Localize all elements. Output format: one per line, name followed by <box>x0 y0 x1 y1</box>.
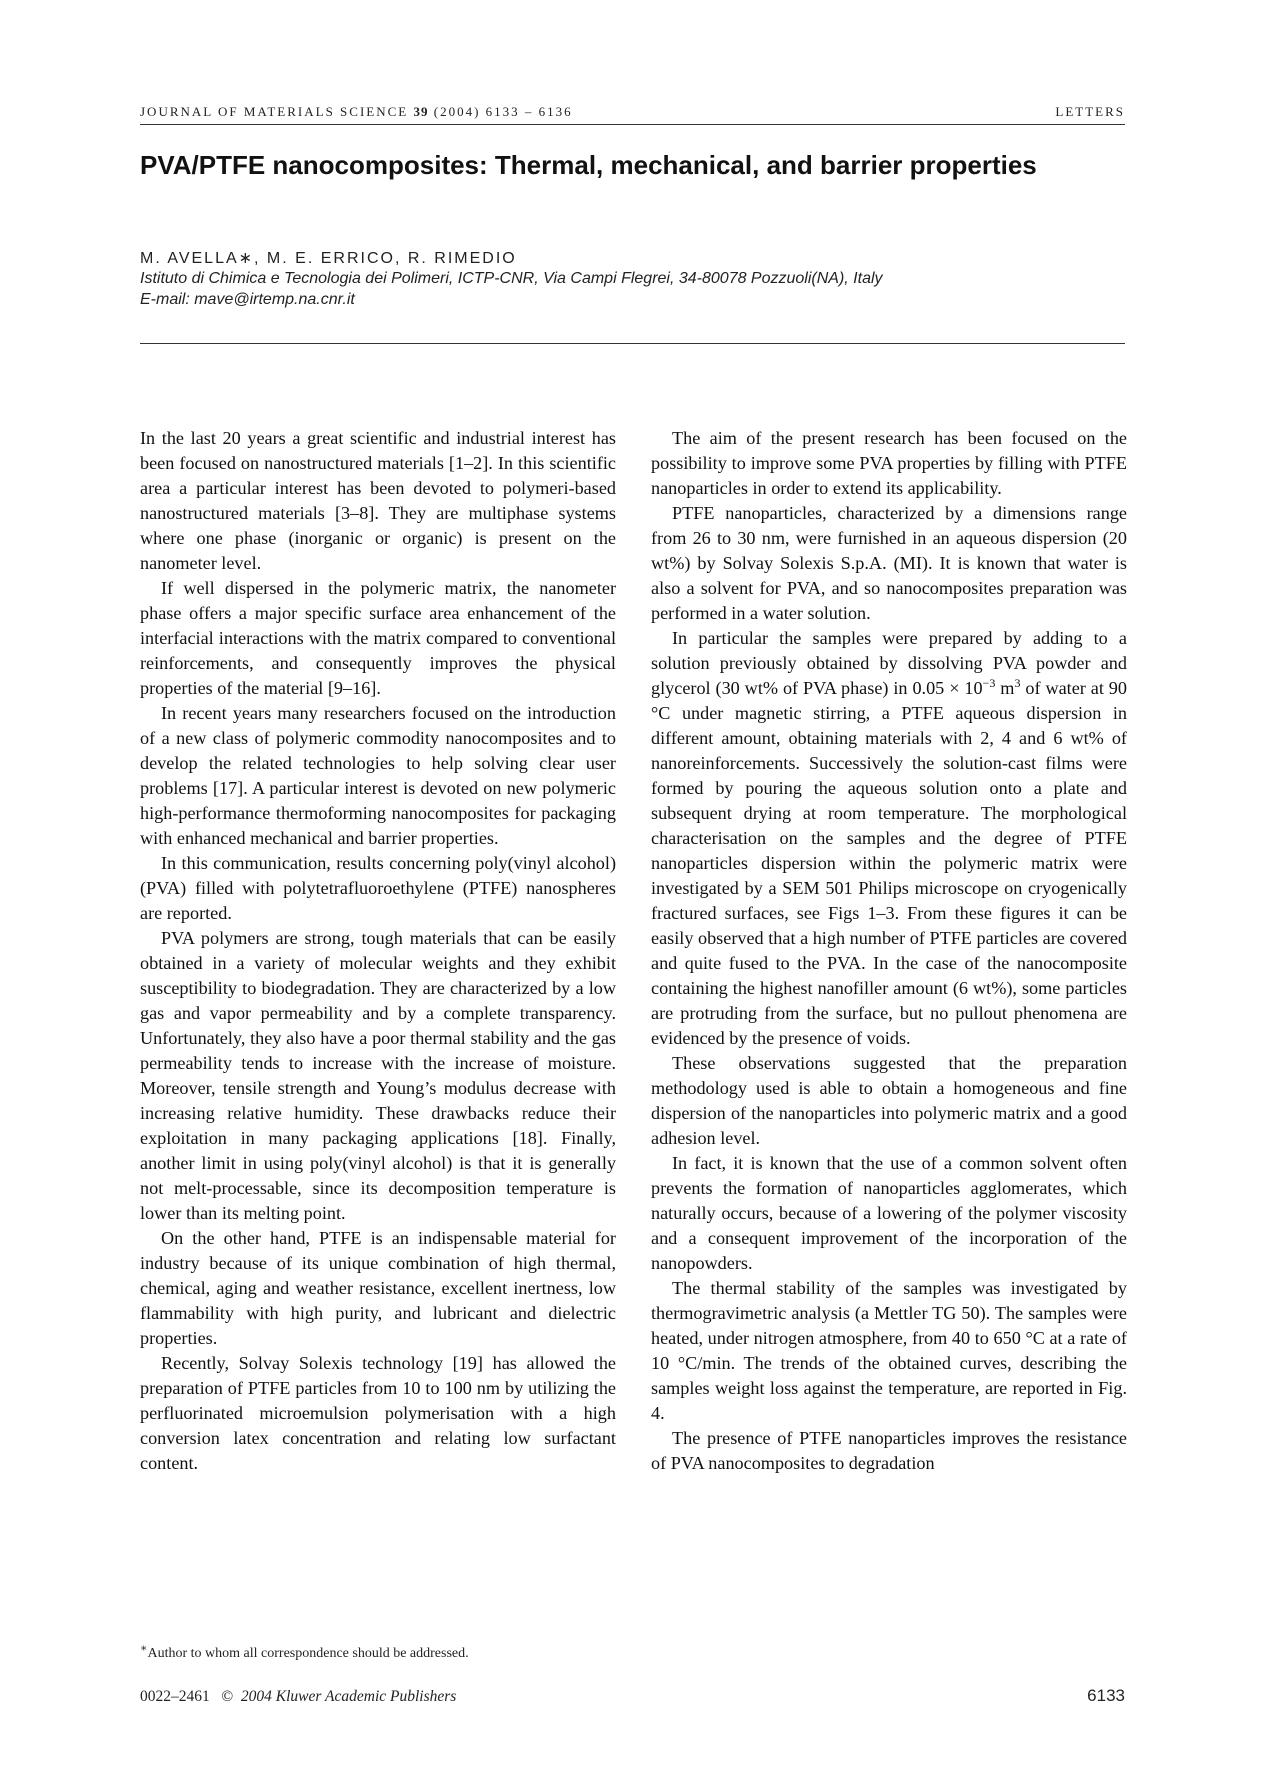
paragraph: PTFE nanoparticles, characterized by a dimensions range from 26 to 30 nm, were furnished in an aqueous dispersion (20 wt%) by Solvay Solexis S.p.A. (MI). It is known that water is also a solvent for PVA, and so nanocomposites preparation was performed in a water solution. <box>651 503 1127 623</box>
text-run: In particular the samples were prepared by adding to a solution previously obtained by dissolving PVA powder and glycerol (30 wt% of PVA phase) in 0.05 × 10 <box>651 628 1127 698</box>
paragraph: On the other hand, PTFE is an indispensable material for industry because of its unique combination of high thermal, chemical, aging and weather resistance, excellent inertness, low flammability with high purity, and lubricant and dielectric properties. <box>140 1228 616 1348</box>
abstract-rule <box>140 343 1125 344</box>
page-number: 6133 <box>1087 1686 1125 1705</box>
paragraph: In the last 20 years a great scientific and industrial interest has been focused on nanostructured materials [1–2]. In this scientific area a particular interest has been devoted to polymeri-based nanostructured materials [3–8]. They are multiphase systems where one phase (inorganic or organic) is present on the nanometer level. <box>140 428 616 573</box>
paragraph: These observations suggested that the preparation methodology used is able to obtain a homogeneous and fine dispersion of the nanoparticles into polymeric matrix and a good adhesion level. <box>651 1053 1127 1148</box>
header-rule <box>140 124 1125 125</box>
page-footer <box>140 1688 456 1706</box>
running-header <box>140 104 1125 120</box>
journal-issue-info: (2004) 6133 – 6136 <box>433 104 573 119</box>
text-run: of water at 90 °C under magnetic stirring, a PTFE aqueous dispersion in different amount, obtaining materials with 2, 4 and 6 wt% of nanoreinforcements. Successively the solution-cast films were formed by pouring the aqueous solution onto a plate and subsequent drying at room temperature. The morphological characterisation on the samples and the degree of PTFE nanoparticles dispersion within the polymeric matrix were investigated by a SEM 501 Philips microscope on cryogenically fractured surfaces, see Figs 1–3. From these figures it can be easily observed that a high number of PTFE particles are covered and quite fused to the PVA. In the case of the nanocomposite containing the highest nanofiller amount (6 wt%), some particles are protruding from the surface, but no pullout phenomena are evidenced by the presence of voids. <box>651 678 1127 1048</box>
paragraph: The aim of the present research has been focused on the possibility to improve some PVA properties by filling with PTFE nanoparticles in order to extend its applicability. <box>651 428 1127 498</box>
footnote <box>140 1642 469 1662</box>
article-title: PVA/PTFE nanocomposites: Thermal, mechanical, and barrier properties <box>140 150 1037 180</box>
text-run: m <box>995 678 1015 698</box>
journal-name: JOURNAL OF MATERIALS SCIENCE <box>140 104 409 119</box>
journal-volume: 39 <box>413 104 429 119</box>
contact-email: E-mail: mave@irtemp.na.cnr.it <box>140 291 355 308</box>
footnote-text: Author to whom all correspondence should be addressed. <box>147 1646 469 1661</box>
superscript: 3 <box>1014 675 1021 690</box>
paragraph <box>651 626 1127 1051</box>
paragraph: PVA polymers are strong, tough materials that can be easily obtained in a variety of molecular weights and they exhibit susceptibility to biodegradation. They are characterized by a low gas and vapor permeability and by a complete transparency. Unfortunately, they also have a poor thermal stability and the gas permeability tends to increase with the increase of moisture. Moreover, tensile strength and Young’s modulus decrease with increasing relative humidity. These drawbacks reduce their exploitation in many packaging applications [18]. Finally, another limit in using poly(vinyl alcohol) is that it is generally not melt-processable, since its decomposition temperature is lower than its melting point. <box>140 928 616 1223</box>
paragraph: In this communication, results concerning poly(vinyl alcohol) (PVA) filled with polytetrafluoroethylene (PTFE) nanospheres are reported. <box>140 853 616 923</box>
paragraph: In recent years many researchers focused on the introduction of a new class of polymeric commodity nanocomposites and to develop the related technologies to help solving clear user problems [17]. A particular interest is devoted on new polymeric high-performance thermoforming nanocomposites for packaging with enhanced mechanical and barrier properties. <box>140 703 616 848</box>
author-list: M. AVELLA∗, M. E. ERRICO, R. RIMEDIO <box>140 250 517 267</box>
journal-citation <box>140 104 573 120</box>
paragraph: If well dispersed in the polymeric matrix, the nanometer phase offers a major specific surface area enhancement of the interfacial interactions with the matrix compared to conventional reinforcements, and consequently improves the physical properties of the material [9–16]. <box>140 578 616 698</box>
issn: 0022–2461 <box>140 1688 210 1705</box>
publisher: 2004 Kluwer Academic Publishers <box>240 1688 457 1705</box>
affiliation: Istituto di Chimica e Tecnologia dei Polimeri, ICTP-CNR, Via Campi Flegrei, 34-80078 Pozzuoli(NA), Italy <box>140 270 883 287</box>
copyright-symbol: © <box>221 1688 234 1705</box>
superscript: −3 <box>982 675 996 690</box>
right-column <box>651 426 1127 1476</box>
paragraph: The thermal stability of the samples was investigated by thermogravimetric analysis (a Mettler TG 50). The samples were heated, under nitrogen atmosphere, from 40 to 650 °C at a rate of 10 °C/min. The trends of the obtained curves, describing the samples weight loss against the temperature, are reported in Fig. 4. <box>651 1278 1127 1423</box>
section-label: LETTERS <box>1055 104 1125 119</box>
footnote-mark: ∗ <box>140 1642 148 1655</box>
paragraph: Recently, Solvay Solexis technology [19] has allowed the preparation of PTFE particles from 10 to 100 nm by utilizing the perfluorinated microemulsion polymerisation with a high conversion latex concentration and relating low surfactant content. <box>140 1353 616 1473</box>
paragraph: In fact, it is known that the use of a common solvent often prevents the formation of nanoparticles agglomerates, which naturally occurs, because of a lowering of the polymer viscosity and a consequent improvement of the incorporation of the nanopowders. <box>651 1153 1127 1273</box>
paragraph: The presence of PTFE nanoparticles improves the resistance of PVA nanocomposites to degradation <box>651 1428 1127 1473</box>
affiliation-block <box>140 268 1125 310</box>
left-column <box>140 426 616 1476</box>
